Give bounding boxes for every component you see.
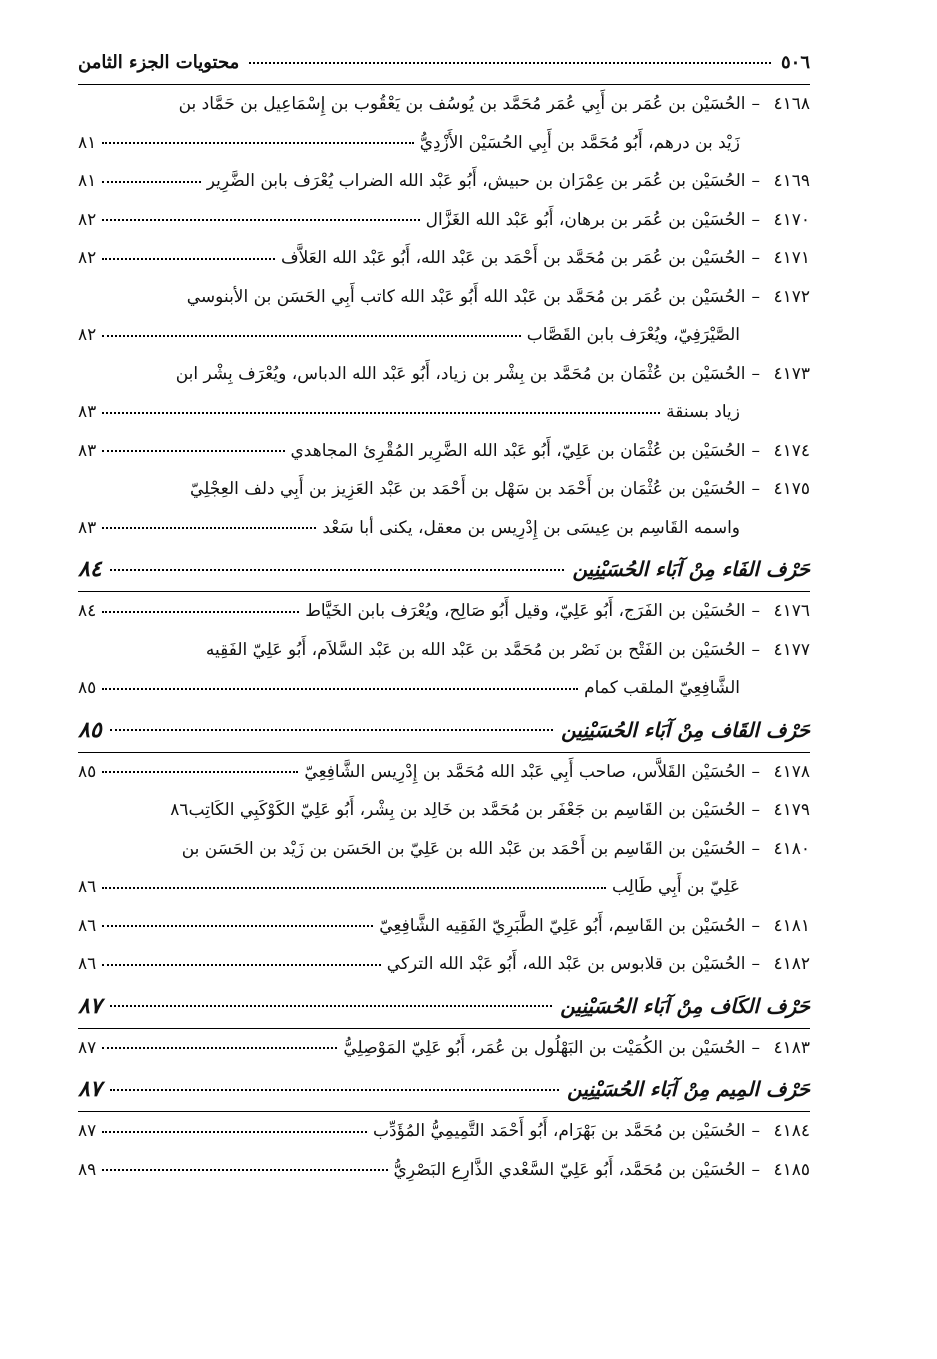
index-page: [78, 40, 810, 1189]
entry-line: الشَّافِعِيّ الملقب كمام ٨٥: [78, 678, 740, 699]
entry-line: ٤١٦٨–الحُسَيْن بن عُمَر بن أَبِي عُمَر مُحَمَّد بن يُوسُف بن يَعْقُوب بن إِسْمَاعِيل بن حَمَّاد بن: [178, 94, 810, 115]
entry-line: ٤١٨٢–الحُسَيْن بن قلابوس بن عَبْد الله، أَبُو عَبْد الله التركي ٨٦: [78, 954, 810, 975]
entry-line: ٤١٧٨–الحُسَيْن القَلاَّس، صاحب أَبِي عَبْد الله مُحَمَّد بن إِدْرِيس الشَّافِعِيّ ٨٥: [78, 761, 810, 782]
header-leader: [249, 61, 771, 64]
entry-line: عَلِيّ بن أَبِي طَالِب ٨٦: [78, 877, 740, 898]
entry-line: ٤١٨١–الحُسَيْن بن القَاسِم، أَبُو عَلِيّ الطَّبَرِيّ الفَقِيه الشَّافِعِيّ ٨٦: [78, 915, 810, 936]
entry-line: ٤١٨٠–الحُسَيْن بن القَاسِم بن أَحْمَد بن عَبْد الله بن عَلِيّ بن الحَسَن بن زَيْد بن الحَسَن بن: [181, 838, 810, 859]
entry-line: ٤١٧٧–الحُسَيْن بن الفَتْح بن نَصْر بن مُحَمَّد بن عَبْد الله بن عَبْد السَّلاَم، أَبُو عَلِيّ الفَقِيه: [205, 639, 810, 660]
section-heading: حَرْف الفَاء مِنْ آبَاء الحُسَيْنِين ٨٤: [78, 547, 810, 592]
entry-line: ٤١٧٤–الحُسَيْن بن عُثْمَان بن عَلِيّ، أَبُو عَبْد الله الضَّرِير المُقْرِئ المجاهدي ٨٣: [78, 440, 810, 461]
entry-line: ٤١٨٥–الحُسَيْن بن مُحَمَّد، أَبُو عَلِيّ السَّعْدي الذَّارِع البَصْرِيُّ ٨٩: [78, 1159, 810, 1180]
entry-line: ٤١٧٣–الحُسَيْن بن عُثْمَان بن مُحَمَّد بن بِشْر بن زياد، أَبُو عَبْد الله الدباس، ويُعْرَف بِشْر ابن: [175, 363, 810, 384]
entry-line: ٤١٧٢–الحُسَيْن بن عُمَر بن مُحَمَّد بن عَبْد الله أَبُو عَبْد الله كاتب أَبِي الحَسَن بن الأبنوسي: [186, 286, 810, 307]
page-title: محتويات الجزء الثامن: [78, 51, 240, 73]
section-heading: حَرْف المِيم مِنْ آبَاء الحُسَيْنِين ٨٧: [78, 1067, 810, 1112]
entry-line: ٤١٧٠–الحُسَيْن بن عُمَر بن برهان، أَبُو عَبْد الله الغَزَّال ٨٢: [78, 209, 810, 230]
entry-line: ٤١٨٣–الحُسَيْن بن الكُمَيْت بن البَهْلُول بن عُمَر، أَبُو عَلِيّ المَوْصِلِيُّ ٨٧: [78, 1037, 810, 1058]
page-header: [78, 40, 810, 85]
entry-line: ٤١٧٩–الحُسَيْن بن القَاسِم بن جَعْفَر بن مُحَمَّد بن خَالِد بن بِشْر، أَبُو عَلِيّ الكَوْكَبِي الكَاتِب ٨٦: [170, 800, 810, 821]
entry-line: ٤١٧٥–الحُسَيْن بن عُثْمَان بن أَحْمَد بن سَهْل بن أَحْمَد بن عَبْد العَزِيز بن أَبِي دلف العِجْلِيّ: [189, 479, 810, 500]
entry-line: الصَّيْرَفِيّ، ويُعْرَف بابن القَصَّاب ٨٢: [78, 325, 740, 346]
section-heading: حَرْف القَاف مِنْ آبَاء الحُسَيْنِين ٨٥: [78, 708, 810, 753]
entry-line: ٤١٨٤–الحُسَيْن بن مُحَمَّد بن بَهْرَام، أَبُو أَحْمَد التَّمِيمِيُّ المُؤَدِّب ٨٧: [78, 1121, 810, 1142]
entry-line: ٤١٧١–الحُسَيْن بن عُمَر بن مُحَمَّد بن أَحْمَد بن عَبْد الله، أَبُو عَبْد الله العَلاَّف ٨٢: [78, 248, 810, 269]
page-number: ٥٠٦: [780, 51, 810, 73]
section-heading: حَرْف الكَاف مِنْ آبَاء الحُسَيْنِين ٨٧: [78, 984, 810, 1029]
entry-line: واسمه القَاسِم بن عِيسَى بن إِدْرِيس بن معقل، يكنى أبا سَعْد ٨٣: [78, 517, 740, 538]
entry-line: زياد بسنقة ٨٣: [78, 402, 740, 423]
entry-line: زَيْد بن درهم، أَبُو مُحَمَّد بن أَبِي الحُسَيْن الأَزْدِيُّ ٨١: [78, 132, 740, 153]
entry-line: ٤١٧٦–الحُسَيْن بن الفَرَج، أَبُو عَلِيّ، وقيل أَبُو صَالِح، ويُعْرَف بابن الخَيَّاط ٨٤: [78, 601, 810, 622]
entry-line: ٤١٦٩–الحُسَيْن بن عُمَر بن عِمْرَان بن حبيش، أَبُو عَبْد الله الضراب يُعْرَف بابن الضَّرِير ٨١: [78, 171, 810, 192]
